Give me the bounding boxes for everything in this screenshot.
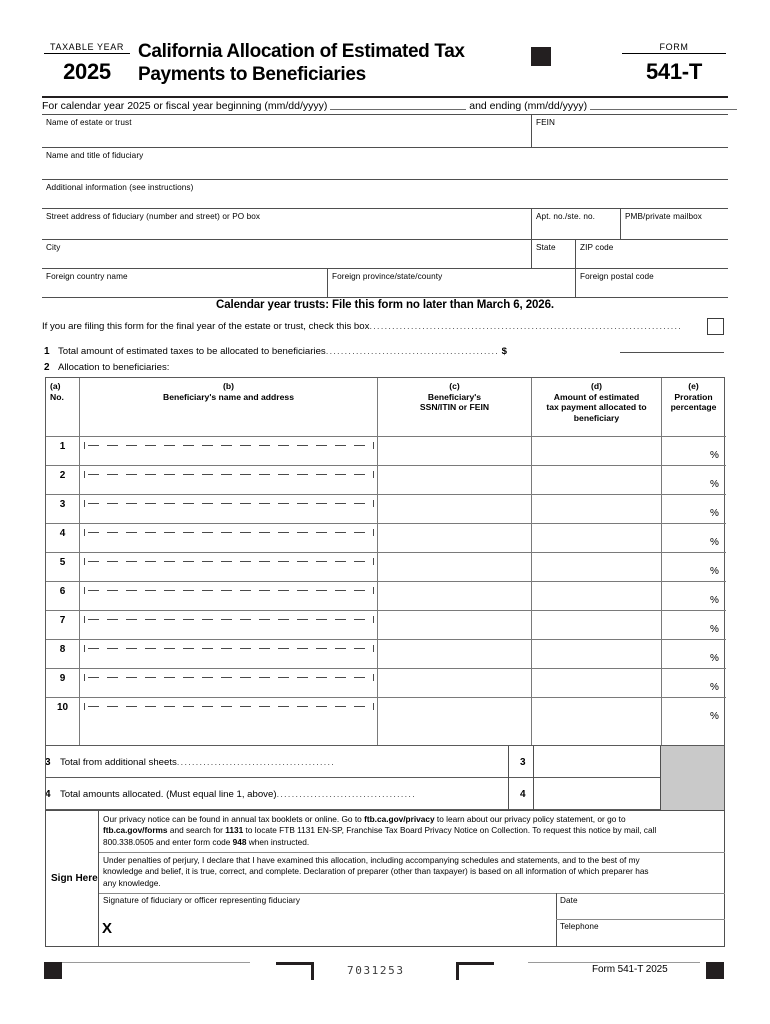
table-header-col-b-label: Beneficiary's name and address — [162, 391, 294, 402]
row-write-line[interactable] — [88, 445, 373, 446]
totals-right-border — [724, 746, 725, 810]
divider — [98, 811, 99, 946]
footer-form-code: 7031253 — [347, 964, 405, 977]
line-2-label: Allocation to beneficiaries: — [58, 362, 170, 373]
shaded-cell — [661, 746, 725, 810]
table-header-col-e — [662, 381, 725, 413]
line-4-text — [60, 789, 416, 800]
line-4-number: 4 — [45, 789, 51, 800]
table-col-divider-c — [531, 378, 532, 745]
form-title-line-1: California Allocation of Estimated Tax — [138, 41, 465, 62]
telephone-input[interactable] — [558, 923, 723, 945]
row-number: 8 — [59, 644, 66, 655]
row-number: 9 — [59, 673, 66, 684]
date-label: Date — [560, 896, 578, 905]
perjury-line-2: knowledge and belief, it is true, correct, and complete. Declaration of preparer (other than taxpayer) is based on all information of which preparer has — [103, 866, 649, 877]
table-rule — [46, 552, 726, 553]
table-header-col-a-letter: (a) — [50, 381, 61, 391]
divider — [531, 240, 532, 269]
calendar-year-text-1: For calendar year 2025 or fiscal year beginning (mm/dd/yyyy) — [42, 100, 328, 112]
table-header-col-e-line-2: percentage — [670, 402, 717, 412]
table-rule — [46, 494, 726, 495]
footer-right-barcode-mark-icon — [706, 962, 724, 979]
row-write-line[interactable] — [88, 619, 373, 620]
row-number: 10 — [56, 702, 69, 713]
table-header-col-a-label: No. — [50, 391, 64, 402]
line-4-value-input[interactable] — [535, 778, 660, 809]
percent-symbol: % — [710, 595, 719, 606]
privacy-text-2d: to locate FTB 1131 EN-SP, Franchise Tax Board Privacy Notice on Collection. To request this notice by mail, call — [243, 825, 657, 836]
row-write-line[interactable] — [88, 706, 373, 707]
privacy-text-1a: Our privacy notice can be found in annual tax booklets or online. Go to — [103, 814, 365, 824]
leader-dots: ................................................................................... — [369, 321, 682, 332]
percent-symbol: % — [710, 450, 719, 461]
table-header-col-b-letter: (b) — [223, 381, 234, 391]
privacy-text-1c: to learn about our privacy policy statement, or go to — [434, 814, 626, 824]
dash-cap — [84, 558, 85, 565]
line-2-number: 2 — [44, 362, 50, 373]
privacy-link-ftb-forms[interactable]: ftb.ca.gov/forms — [103, 825, 168, 836]
telephone-label: Telephone — [560, 922, 599, 931]
divider — [508, 746, 509, 778]
allocation-table — [45, 377, 725, 746]
fiscal-year-begin-input[interactable] — [330, 99, 466, 110]
table-header-col-c-line-2: SSN/ITIN or FEIN — [419, 402, 490, 412]
final-year-line — [42, 321, 682, 332]
leader-dots: .............................................. — [325, 346, 499, 357]
dash-cap — [84, 645, 85, 652]
row-write-line[interactable] — [88, 474, 373, 475]
divider — [533, 778, 534, 810]
date-input[interactable] — [558, 898, 723, 921]
divider — [531, 209, 532, 240]
percent-symbol: % — [710, 508, 719, 519]
row-number: 2 — [59, 470, 66, 481]
line-4-box-number: 4 — [520, 789, 526, 800]
privacy-form-1131: 1131 — [225, 825, 244, 836]
zip-code-input[interactable] — [578, 242, 728, 268]
footer-right-rule — [528, 962, 700, 963]
dash-cap — [373, 616, 374, 623]
dash-cap — [84, 471, 85, 478]
name-of-estate-label: Name of estate or trust — [46, 118, 132, 127]
leader-dots: ..................................... — [276, 789, 416, 800]
dash-cap — [84, 500, 85, 507]
taxable-year-label: TAXABLE YEAR — [44, 42, 130, 54]
footer-bracket-left-icon — [276, 962, 314, 980]
percent-symbol: % — [710, 624, 719, 635]
row-number: 7 — [59, 615, 66, 626]
signature-x-marker: X — [102, 920, 113, 937]
table-header-col-c-letter: (c) — [449, 381, 460, 391]
foreign-province-input[interactable] — [290, 271, 530, 297]
state-input[interactable] — [534, 242, 574, 268]
table-header-col-d-line-3: beneficiary — [573, 412, 620, 423]
dash-cap — [84, 587, 85, 594]
pmb-input[interactable] — [624, 211, 728, 239]
taxable-year-value: 2025 — [63, 59, 111, 84]
privacy-text-2b: and search for — [167, 825, 226, 836]
table-header-col-d-line-2: tax payment allocated to — [546, 402, 647, 412]
row-write-line[interactable] — [88, 648, 373, 649]
row-number: 1 — [59, 441, 66, 452]
apt-no-input[interactable] — [534, 211, 616, 239]
footer-left-barcode-mark-icon — [44, 962, 62, 979]
percent-symbol: % — [710, 566, 719, 577]
footer-form-name: Form 541-T 2025 — [592, 964, 668, 975]
foreign-row-bottom-rule — [42, 297, 728, 298]
dash-cap — [373, 558, 374, 565]
black-square-marker-icon — [531, 47, 551, 66]
form-label: FORM — [622, 42, 726, 54]
line-3-number: 3 — [45, 757, 51, 768]
line-3-value-input[interactable] — [535, 746, 660, 777]
divider — [99, 852, 725, 853]
city-input[interactable] — [42, 242, 486, 268]
line-1-label: Total amount of estimated taxes to be allocated to beneficiaries — [58, 346, 326, 357]
dash-cap — [373, 703, 374, 710]
row-write-line[interactable] — [88, 532, 373, 533]
table-rule — [46, 610, 726, 611]
table-header-col-e-line-1: Proration — [674, 391, 713, 402]
table-rule — [46, 697, 726, 698]
divider — [508, 778, 509, 810]
additional-information-label: Additional information (see instructions) — [46, 183, 194, 192]
row-write-line[interactable] — [88, 503, 373, 504]
line-1-number: 1 — [44, 346, 50, 357]
table-rule — [46, 465, 726, 466]
table-col-divider-d — [661, 378, 662, 745]
dash-cap — [373, 500, 374, 507]
perjury-line-3: any knowledge. — [103, 877, 161, 888]
sign-here-label: Sign Here — [51, 873, 98, 884]
privacy-form-code-948: 948 — [232, 836, 247, 847]
table-header-col-b — [80, 381, 377, 402]
perjury-declaration — [103, 855, 721, 889]
fein-label: FEIN — [536, 118, 556, 127]
dash-cap — [84, 616, 85, 623]
name-title-fiduciary-label: Name and title of fiduciary — [46, 151, 144, 160]
dash-cap — [373, 471, 374, 478]
privacy-text-3a: 800.338.0505 and enter form code — [103, 836, 233, 847]
dash-cap — [373, 645, 374, 652]
street-address-input[interactable] — [42, 211, 486, 239]
dash-cap — [373, 674, 374, 681]
privacy-notice — [103, 814, 721, 848]
state-label: State — [536, 243, 556, 252]
line-4-label: Total amounts allocated. (Must equal line 1, above) — [60, 789, 277, 800]
line-3-box-number: 3 — [520, 757, 526, 768]
name-of-estate-input[interactable] — [42, 114, 486, 147]
table-header-col-d-line-1: Amount of estimated — [553, 391, 640, 402]
row-write-line[interactable] — [88, 590, 373, 591]
dollar-sign: $ — [501, 346, 507, 357]
percent-symbol: % — [710, 682, 719, 693]
percent-symbol: % — [710, 653, 719, 664]
zip-code-label: ZIP code — [580, 243, 614, 252]
foreign-province-label: Foreign province/state/county — [332, 272, 443, 281]
percent-symbol: % — [710, 711, 719, 722]
table-col-divider-b — [377, 378, 378, 745]
signature-input[interactable] — [100, 898, 550, 945]
foreign-country-label: Foreign country name — [46, 272, 128, 281]
table-rule — [46, 639, 726, 640]
form-number: 541-T — [646, 59, 702, 84]
dash-cap — [84, 529, 85, 536]
dash-cap — [373, 587, 374, 594]
divider — [620, 209, 621, 240]
row-number: 3 — [59, 499, 66, 510]
form-header — [42, 38, 728, 96]
table-header-col-c — [378, 381, 531, 413]
table-header-col-a — [47, 381, 82, 402]
table-header-col-d-letter: (d) — [591, 381, 602, 391]
calendar-trusts-notice: Calendar year trusts: File this form no later than March 6, 2026. — [216, 299, 554, 311]
dash-cap — [84, 703, 85, 710]
table-header-col-d — [532, 381, 661, 423]
divider — [533, 746, 534, 778]
foreign-postal-input[interactable] — [538, 271, 728, 297]
final-year-label: If you are filing this form for the final year of the estate or trust, check this box — [42, 321, 370, 332]
table-col-divider-a — [79, 378, 80, 745]
row-number: 5 — [59, 557, 66, 568]
dash-cap — [373, 529, 374, 536]
leader-dots: .......................................... — [176, 757, 335, 768]
privacy-link-ftb-privacy[interactable]: ftb.ca.gov/privacy — [364, 814, 435, 824]
apt-no-label: Apt. no./ste. no. — [536, 212, 596, 221]
row-write-line[interactable] — [88, 677, 373, 678]
table-rule — [46, 581, 726, 582]
foreign-postal-label: Foreign postal code — [580, 272, 654, 281]
row-number: 6 — [59, 586, 66, 597]
fiscal-year-end-input[interactable] — [590, 99, 737, 110]
signature-label: Signature of fiduciary or officer representing fiduciary — [103, 896, 301, 905]
additional-information-input[interactable] — [42, 182, 728, 208]
percent-symbol: % — [710, 479, 719, 490]
calendar-year-text-2: and ending (mm/dd/yyyy) — [469, 100, 588, 112]
foreign-country-input[interactable] — [42, 271, 282, 297]
table-header-col-c-line-1: Beneficiary's — [427, 391, 482, 402]
line-3-text — [60, 757, 335, 768]
header-rule — [42, 96, 728, 98]
line-3-label: Total from additional sheets — [60, 757, 177, 768]
line-1-row — [58, 346, 507, 357]
pmb-label: PMB/private mailbox — [625, 212, 702, 221]
privacy-text-3c: when instructed. — [246, 836, 310, 847]
dash-cap — [84, 442, 85, 449]
table-rule — [46, 668, 726, 669]
final-year-checkbox[interactable] — [707, 318, 724, 335]
street-address-label: Street address of fiduciary (number and street) or PO box — [46, 212, 261, 221]
form-title-line-2: Payments to Beneficiaries — [138, 64, 366, 85]
perjury-line-1: Under penalties of perjury, I declare that I have examined this allocation, including accompanying schedules and statements, and to the best of my — [103, 855, 640, 865]
dash-cap — [84, 674, 85, 681]
calendar-year-line — [42, 99, 728, 112]
percent-symbol: % — [710, 537, 719, 548]
row-write-line[interactable] — [88, 561, 373, 562]
dash-cap — [373, 442, 374, 449]
table-rule — [46, 523, 726, 524]
table-rule — [46, 436, 726, 437]
divider — [575, 240, 576, 269]
footer-bracket-right-icon — [456, 962, 494, 980]
city-label: City — [46, 243, 61, 252]
table-header-col-e-letter: (e) — [688, 381, 699, 391]
row-number: 4 — [59, 528, 66, 539]
footer-left-rule — [62, 962, 250, 963]
divider — [99, 893, 725, 894]
line-1-value-input[interactable] — [620, 352, 724, 353]
totals-left-border — [45, 746, 46, 810]
name-title-fiduciary-input[interactable] — [42, 150, 728, 179]
fein-input[interactable] — [532, 114, 728, 147]
